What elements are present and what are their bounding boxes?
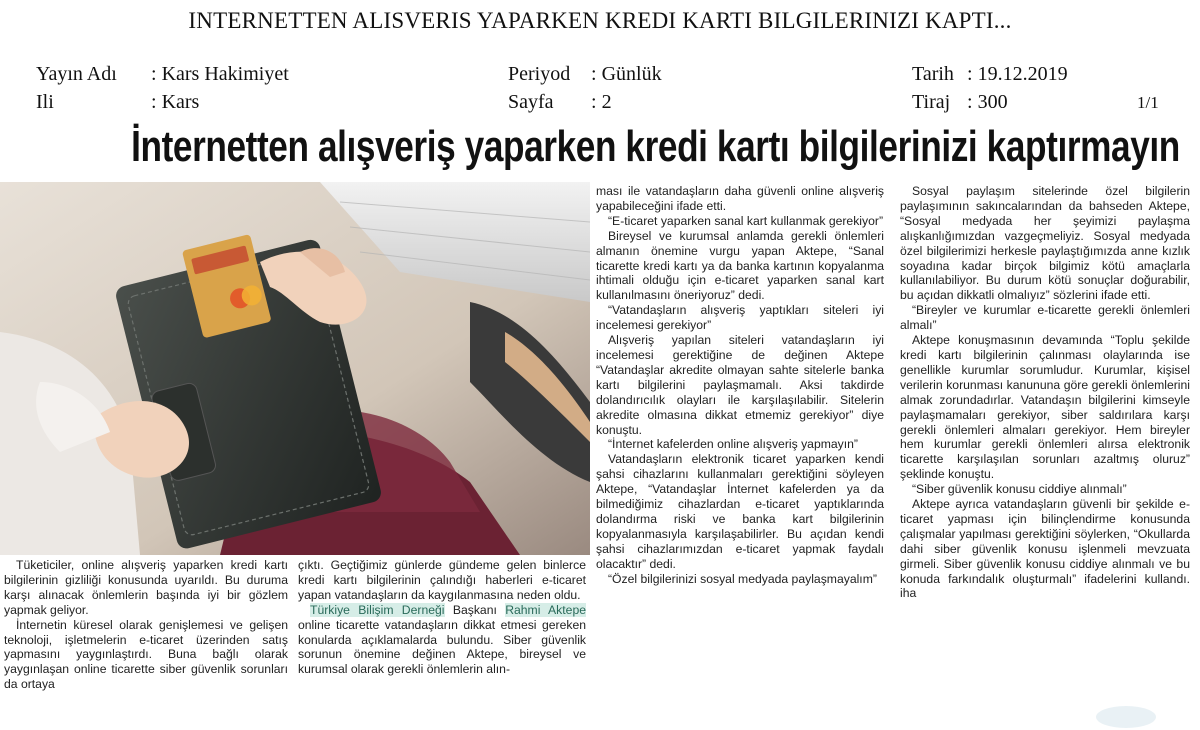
article-column-3 xyxy=(596,184,884,586)
article-photo xyxy=(0,182,590,555)
circulation-sep: : xyxy=(962,91,978,113)
paragraph: Alışveriş yapılan siteleri vatandaşların iyi incelemesi gerektiğine de değinen Aktepe “Vatandaşlar akredite olmayan sahte sitelerle banka kartı bilgilerini paylaşmamalı. Aksi takdirde dolandırıcılık olayları ile karşılaşılabilir. Sitelerin akredite olmasına dikkat etmemiz gerekiyor” diye konuştu. xyxy=(596,333,884,437)
wallet-credit-card-photo-icon xyxy=(0,182,590,555)
page-label: Sayfa xyxy=(508,91,554,113)
headline-text: İnternetten alışveriş yaparken kredi kartı bilgilerinizi kaptırmayın xyxy=(131,122,1180,171)
paragraph-fragment: online ticarette vatandaşların dikkat etmesi gereken konularda açıklamalarda bulundu. Siber güvenlik sorunun önemine değinen Aktepe, bireysel ve kurumsal olarak gerekli önlemlerin alın- xyxy=(298,617,586,677)
subheading: “Bireyler ve kurumlar e-ticarette gerekli önlemleri almalı” xyxy=(900,303,1190,333)
subheading: “Siber güvenlik konusu ciddiye alınmalı” xyxy=(912,482,1127,497)
paragraph: Sosyal paylaşım sitelerinde özel bilgilerin paylaşımının sakıncalarından da bahseden Aktepe, “Sosyal medyada her şeyimizi paylaşma alışkanlığımızdan vazgeçmeliyiz. Sosyal medyada özel bilgilerimizi herkesle paylaştığımızda anne kızlık soyadına kadar birçok bilgimiz kötü amaçlarla kullanılabiliyor. Bu durum kötü sonuçlar doğurabilir, bu açıdan dikkatli olmalıyız” sözlerini ifade etti. xyxy=(900,184,1190,303)
person-name: Rahmi Aktepe xyxy=(505,602,586,617)
paragraph xyxy=(298,603,586,678)
subheading: “İnternet kafelerden online alışveriş yapmayın” xyxy=(608,437,858,452)
paragraph: Aktepe ayrıca vatandaşların güvenli bir şekilde e-ticaret yapması için bilinçlendirme konusunda çalışmalar yapılması gerektiğini söylerken, “Okullarda dahi siber güvenlik konusu işlenmeli mevzuata girmeli. Siber güvenlik konusu ciddiye alınmalı ve bu konuda farkındalık oluşturmalı” ifadelerini kullandı. iha xyxy=(900,497,1190,601)
date-sep: : xyxy=(962,63,978,85)
subheading: “E-ticaret yaparken sanal kart kullanmak gerekiyor” xyxy=(608,213,884,228)
province-sep: : xyxy=(146,91,162,113)
circulation-row xyxy=(912,91,1008,114)
paragraph: ması ile vatandaşların daha güvenli online alışveriş yapabileceğini ifade etti. xyxy=(596,184,884,213)
province-value: Kars xyxy=(161,91,200,113)
paragraph: çıktı. Geçtiğimiz günlerde gündeme gelen binlerce kredi kartı bilgilerinin çalındığı haberleri e-ticaret yapan vatandaşların da kaygılanmasına neden oldu. xyxy=(298,558,586,602)
page-value: 2 xyxy=(601,91,612,113)
date-row xyxy=(912,63,1068,86)
paragraph: Tüketiciler, online alışveriş yaparken kredi kartı bilgilerinin gizliliği konusunda uyarıldı. Bu duruma karşı alınacak önlemlerin başında iyi bir gözlem yapmak geliyor. xyxy=(4,558,288,617)
period-row xyxy=(508,63,662,86)
article-column-4 xyxy=(900,184,1190,601)
publication-row xyxy=(36,63,289,86)
date-label: Tarih xyxy=(912,63,954,85)
period-value: Günlük xyxy=(601,63,662,85)
publication-sep: : xyxy=(146,63,162,85)
organization-name: Türkiye Bilişim Derneği xyxy=(310,602,445,617)
circulation-label: Tiraj xyxy=(912,91,951,113)
subheading: “Özel bilgilerinizi sosyal medyada paylaşmayalım” xyxy=(608,571,877,586)
date-value: 19.12.2019 xyxy=(977,63,1068,85)
province-label: Ili xyxy=(36,91,54,113)
period-label: Periyod xyxy=(508,63,571,85)
publication-value: Kars Hakimiyet xyxy=(161,63,289,85)
agency-watermark xyxy=(1096,706,1156,728)
article-column-1 xyxy=(4,558,288,692)
pagination: 1/1 xyxy=(1137,93,1159,112)
page-row xyxy=(508,91,612,114)
paragraph: İnternetin küresel olarak genişlemesi ve gelişen teknoloji, işletmelerin e-ticaret üzerinden satış yapmasını yaygınlaştırdı. Buna bağlı olarak yaygınlaşan online ticarette siber güvenlik sorunları da ortaya xyxy=(4,617,288,692)
clipping-title: INTERNETTEN ALISVERIS YAPARKEN KREDI KARTI BILGILERINIZI KAPTI... xyxy=(188,8,1012,33)
paragraph: Vatandaşların elektronik ticaret yaparken kendi şahsi cihazlarını kullanmaları gerektiğini söyleyen Aktepe, “Vatandaşlar İnternet kafelerden ya da bilmediğimiz cihazlardan e-ticaret yaptıklarında dolandırma riski ve banka kart bilgilerinin kopyalanmasıyla karşılaşabilirler. Bu açıdan kendi şahsi cihazlarımızdan e-ticaret yapmak faydalı olacaktır” dedi. xyxy=(596,452,884,571)
page-sep: : xyxy=(586,91,602,113)
paragraph-fragment: Başkanı xyxy=(444,602,506,617)
article-column-2 xyxy=(298,558,586,677)
paragraph: Aktepe konuşmasının devamında “Toplu şekilde kredi kartı bilgilerinin çalınması olaylarında ise genellikle kurumlar sorumludur. Kurumlar, kişisel verilerin korunması kanununa göre gerekli önlemlerini almak zorundadırlar. Vatandaşın bilgilerini kimseyle paylaşmamaları gerekiyor, siber saldırılara karşı gerekli önlemleri almaları gerekiyor. Hem bireyler hem kurumlar gerekli önlemleri alırsa elektronik ticarette karşılaşılan sorunları azaltmış oluruz” şeklinde konuştu. xyxy=(900,333,1190,482)
subheading: “Vatandaşların alışveriş yaptıkları siteleri iyi incelemesi gerekiyor” xyxy=(596,303,884,333)
paragraph: Bireysel ve kurumsal anlamda gerekli önlemleri almanın önemine vurgu yapan Aktepe, “Sanal ticarette kredi kartı ya da banka kartının kopyalanma ihtimali olduğu için e-ticaret yaparken sanal kart kullanılmasını öneriyoruz” dedi. xyxy=(596,228,884,303)
article-headline xyxy=(0,114,1200,180)
period-sep: : xyxy=(586,63,602,85)
province-row xyxy=(36,91,199,114)
publication-label: Yayın Adı xyxy=(36,63,117,85)
circulation-value: 300 xyxy=(977,91,1008,113)
